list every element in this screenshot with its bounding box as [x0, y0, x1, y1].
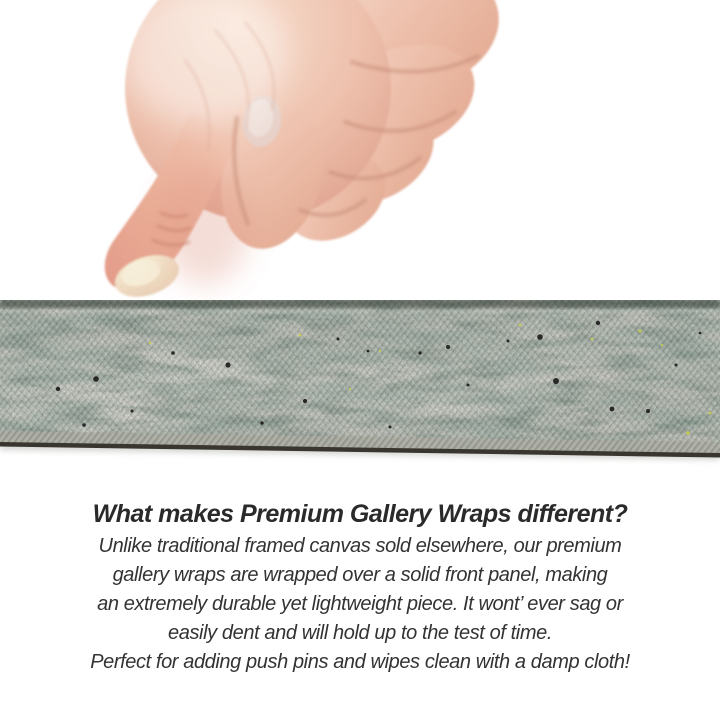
heading: What makes Premium Gallery Wraps different?: [92, 500, 628, 528]
body-line: Unlike traditional framed canvas sold elsewhere, our premium: [98, 535, 622, 557]
marketing-text-block: [0, 499, 720, 677]
canvas-edge-photo: [0, 293, 720, 479]
body-line: an extremely durable yet lightweight piece. It wont’ ever sag or: [97, 593, 623, 615]
body-line: easily dent and will hold up to the test of time.: [168, 622, 552, 644]
hand-photo: [0, 0, 720, 312]
body-line: gallery wraps are wrapped over a solid front panel, making: [112, 564, 608, 586]
body-line: Perfect for adding push pins and wipes clean with a damp cloth!: [90, 651, 630, 673]
